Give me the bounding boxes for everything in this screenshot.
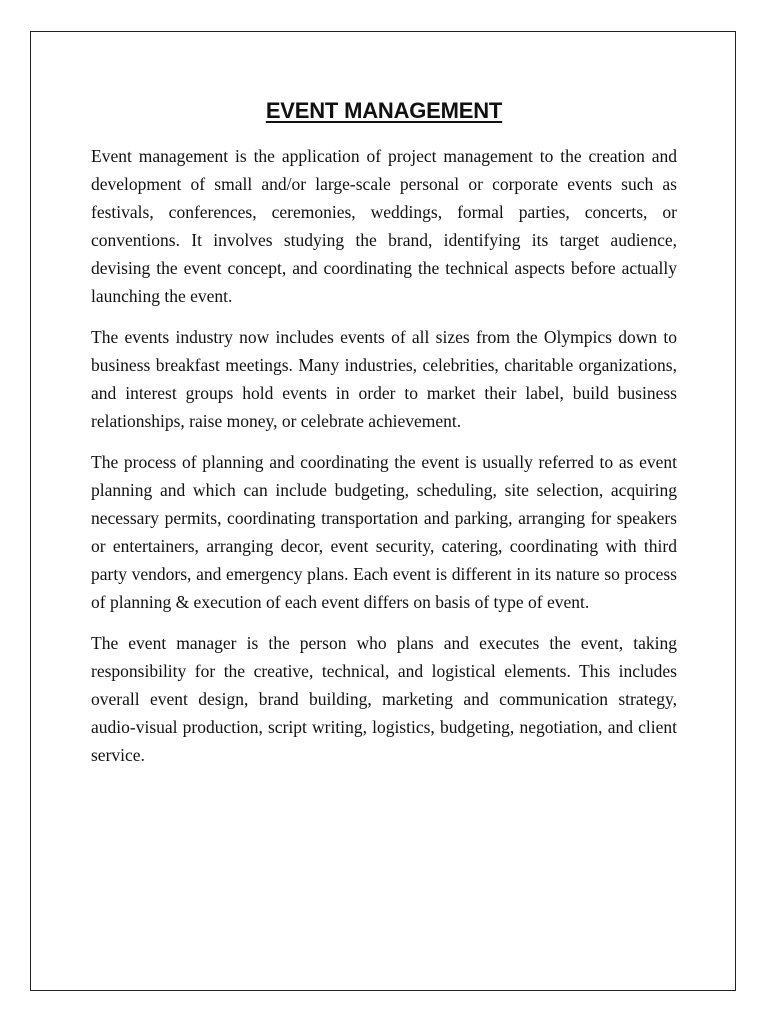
document-body — [91, 94, 677, 782]
paragraph-definition: Event management is the application of project management to the creation and development of small and/or large-scale personal or corporate events such as festivals, conferences, ceremonies, weddings, formal parties, concerts, or conventions. It involves studying the brand, identifying its target audience, devising the event concept, and coordinating the technical aspects before actually launching the event. — [91, 146, 677, 306]
paragraph-event-manager: The event manager is the person who plans and executes the event, taking responsibility for the creative, technical, and logistical elements. This includes overall event design, brand building, marketing and communication strategy, audio-visual production, script writing, logistics, budgeting, negotiation, and client service. — [91, 633, 677, 765]
paragraph-planning-process: The process of planning and coordinating the event is usually referred to as event planning and which can include budgeting, scheduling, site selection, acquiring necessary permits, coordinating transportation and parking, arranging for speakers or entertainers, arranging decor, event security, catering, coordinating with third party vendors, and emergency plans. Each event is different in its nature so process of planning & execution of each event differs on basis of type of event. — [91, 452, 677, 612]
paragraph-industry: The events industry now includes events of all sizes from the Olympics down to business breakfast meetings. Many industries, celebrities, charitable organizations, and interest groups hold events in order to market their label, build business relationships, raise money, or celebrate achievement. — [91, 327, 677, 431]
document-title: EVENT MANAGEMENT — [265, 98, 503, 123]
